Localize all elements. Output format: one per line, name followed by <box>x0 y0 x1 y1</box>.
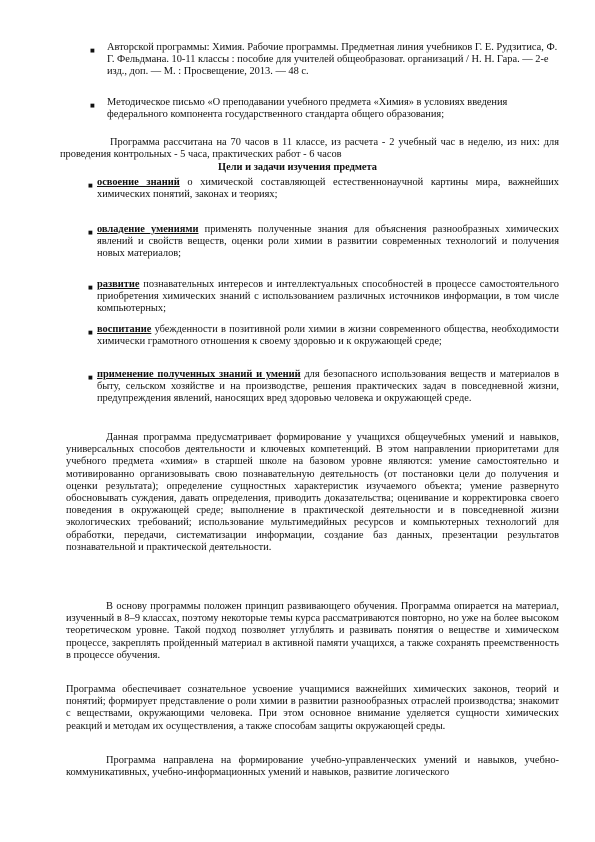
reference-item: Методическое письмо «О преподавании учебного предмета «Химия» в условиях введения федерального компонента государственного стандарта общего образования; <box>107 97 508 121</box>
goal-text: для безопасного использования веществ и материалов в быту, сельском хозяйстве и на производстве, решения практических задач в повседневной жизни, предупреждения явлений, наносящих вред здоровью человека и окружающей среде. <box>97 369 560 405</box>
goal-text: о химической составляющей естественнонаучной картины мира, важнейших химических понятий, законах и теориях; <box>97 177 559 201</box>
goal-item <box>97 224 559 261</box>
body-paragraph: Программа обеспечивает сознательное усвоение учащимися важнейших химических законов, теорий и понятий; формирует представление о роли химии в развитии разнообразных отраслей производства; знакомит с веществами, окружающими человека. При этом основное внимание уделяется сущности химических реакций и методам их осуществления, а также способам защиты окружающей среды. <box>66 684 559 732</box>
goal-term: овладение умениями <box>97 224 199 235</box>
body-paragraph: Данная программа предусматривает формирование у учащихся общеучебных умений и навыков, универсальных способов деятельности и ключевых компетенций. В этом направлении приоритетами для учебного предмета «химия» в старшей школе на базовом уровне являются: умение самостоятельно и мотивированно организовывать свою познавательную деятельность (от постановки цели до получения и оценки результата); определение сущностных характеристик изучаемого объекта; умение развернуто обосновывать суждения, давать определения, приводить доказательства; оценивание и корректировка своего поведения в окружающей среде; выполнение в практической деятельности и в повседневной жизни экологических требований; использование мультимедийных ресурсов и компьютерных технологий для обработки, передачи, систематизации информации, создание баз данных, презентации результатов познавательной и практической деятельности. <box>66 432 559 553</box>
bullet-icon: ■ <box>88 328 93 337</box>
bullet-icon: ■ <box>88 373 93 382</box>
goal-term: применение полученных знаний и умений <box>97 369 301 380</box>
reference-item: Авторской программы: Химия. Рабочие программы. Предметная линия учебников Г. Е. Рудзитиса, Ф. Г. Фельдмана. 10-11 классы : пособие для учителей общеобразоват. организаций / Н. Н. Гара. — 2-е изд., доп. — М. : Просвещение, 2013. — 48 с. <box>107 42 558 78</box>
goal-item <box>97 369 559 406</box>
body-paragraph: В основу программы положен принцип развивающего обучения. Программа опирается на материал, изученный в 8–9 классах, поэтому некоторые темы курса рассматриваются повторно, но уже на более высоком теоретическом уровне. Такой подход позволяет углублять и развивать понятия о веществе и химическом процессе, закреплять пройденный материал в активной памяти учащихся, а также сохранять преемственность в процессе обучения. <box>66 601 559 661</box>
bullet-icon: ■ <box>88 283 93 292</box>
goal-item <box>97 324 559 348</box>
bullet-icon: ■ <box>88 181 93 190</box>
goal-text: познавательных интересов и интеллектуальных способностей в процессе самостоятельного приобретения химических знаний с использованием различных источников информации, в том числе компьютерных; <box>97 279 559 315</box>
goal-text: применять полученные знания для объяснения разнообразных химических явлений и свойств веществ, оценки роли химии в развитии современных технологий и получения новых материалов; <box>97 224 559 260</box>
body-paragraph: Программа направлена на формирование учебно-управленческих умений и навыков, учебно-коммуникативных, учебно-информационных умений и навыков, развитие логического <box>66 755 559 779</box>
bullet-icon: ■ <box>90 101 95 110</box>
goal-term: воспитание <box>97 324 152 335</box>
goal-item <box>97 177 559 201</box>
goals-heading: Цели и задачи изучения предмета <box>218 162 377 173</box>
goal-item <box>97 279 559 316</box>
goal-term: освоение знаний <box>97 177 180 188</box>
goal-text: убежденности в позитивной роли химии в жизни современного общества, необходимости химически грамотного отношения к своему здоровью и к окружающей среде; <box>97 324 559 348</box>
hours-note: Программа рассчитана на 70 часов в 11 классе, из расчета - 2 учебный час в неделю, из них: для проведения контрольных - 5 часа, практических работ - 6 часов <box>60 137 559 161</box>
goal-term: развитие <box>97 279 140 290</box>
bullet-icon: ■ <box>90 46 95 55</box>
bullet-icon: ■ <box>88 228 93 237</box>
